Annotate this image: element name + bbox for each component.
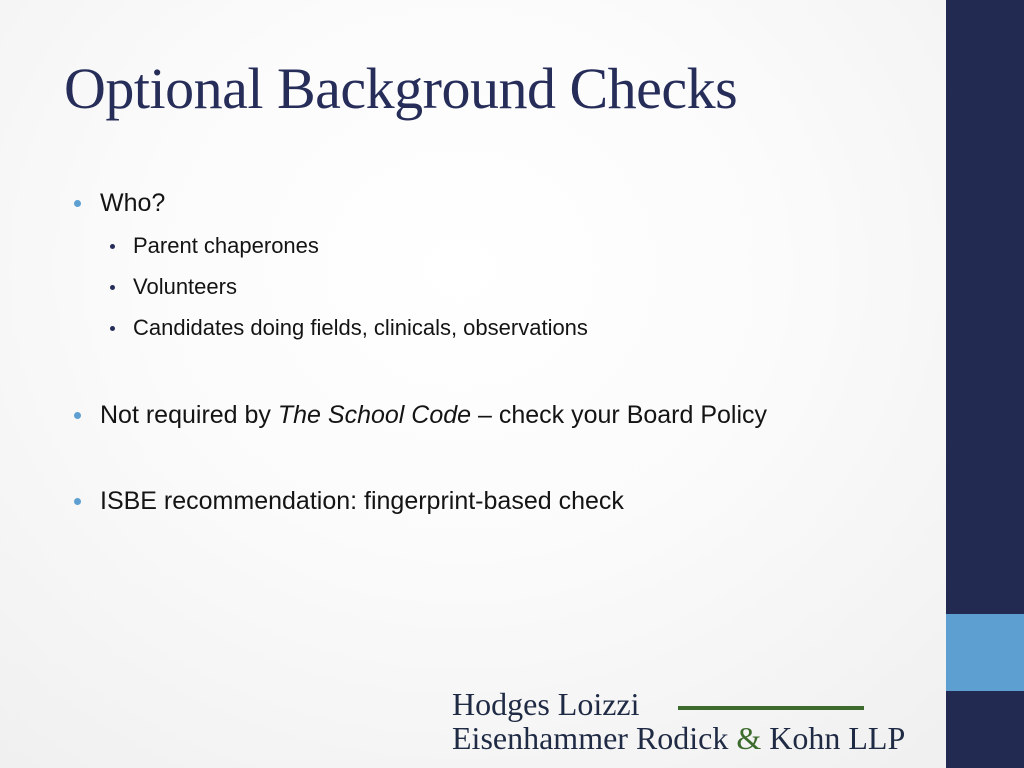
sub-bullet-dot-icon bbox=[110, 285, 115, 290]
sub-bullet-parent-chaperones bbox=[110, 233, 319, 259]
logo-ampersand: & bbox=[736, 720, 762, 756]
bullet-text: Who? bbox=[100, 189, 166, 217]
bullet-isbe-recommendation bbox=[74, 487, 624, 516]
logo-line-1: Hodges Loizzi bbox=[452, 686, 640, 722]
logo-name-part2: Kohn LLP bbox=[761, 720, 906, 756]
sub-bullet-text: Parent chaperones bbox=[133, 233, 319, 258]
bullet-suffix: – check your Board Policy bbox=[471, 401, 768, 429]
sub-bullet-dot-icon bbox=[110, 244, 115, 249]
sub-bullet-text: Volunteers bbox=[133, 274, 237, 299]
bullet-dot-icon bbox=[74, 498, 81, 505]
logo-line-2 bbox=[452, 721, 905, 755]
logo-name-part1: Eisenhammer Rodick bbox=[452, 720, 737, 756]
bullet-prefix: Not required by bbox=[100, 401, 278, 429]
school-code-title: The School Code bbox=[277, 401, 472, 429]
bullet-dot-icon bbox=[74, 412, 81, 419]
slide-title: Optional Background Checks bbox=[64, 56, 738, 121]
bullet-not-required bbox=[74, 401, 767, 430]
bullet-text: ISBE recommendation: fingerprint-based check bbox=[100, 487, 624, 515]
bullet-dot-icon bbox=[74, 200, 81, 207]
sub-bullet-volunteers bbox=[110, 274, 237, 300]
firm-logo bbox=[446, 687, 940, 755]
logo-rule bbox=[678, 706, 864, 710]
sidebar-accent-block bbox=[946, 614, 1024, 691]
bullet-who bbox=[74, 189, 165, 218]
bullet-text bbox=[100, 401, 767, 430]
sub-bullet-candidates bbox=[110, 315, 588, 341]
sub-bullet-text: Candidates doing fields, clinicals, observations bbox=[133, 315, 588, 340]
sub-bullet-dot-icon bbox=[110, 326, 115, 331]
